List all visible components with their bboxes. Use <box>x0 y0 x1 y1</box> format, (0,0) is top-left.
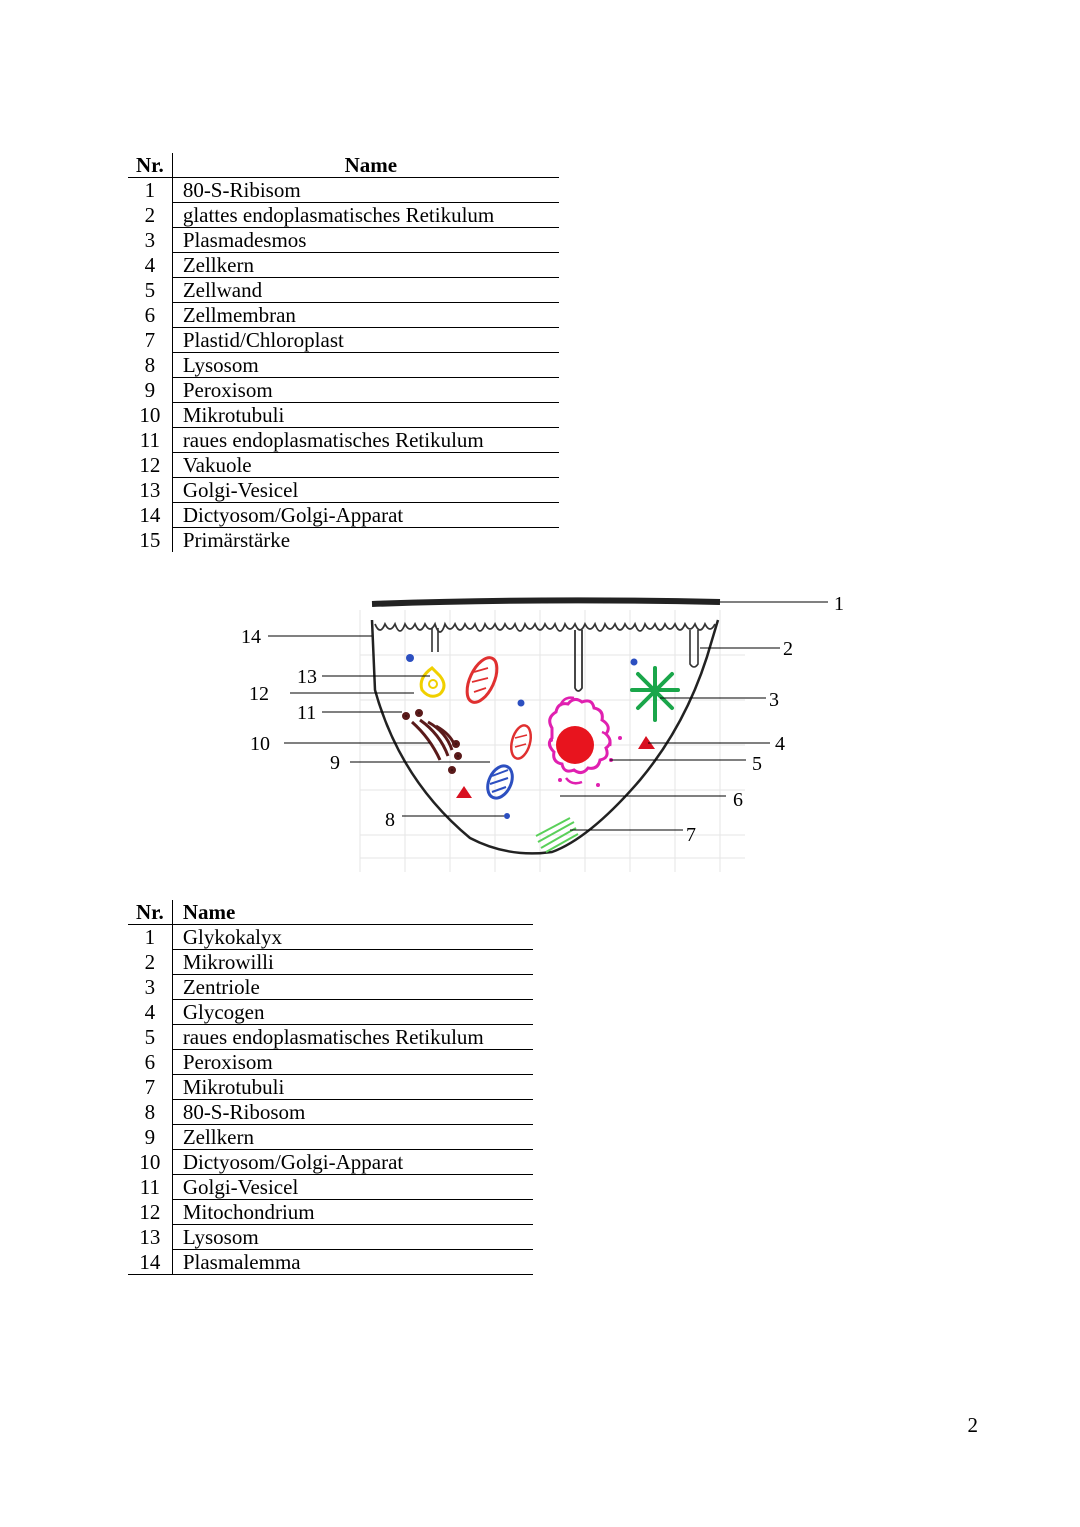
row-name: Peroxisom <box>172 1050 533 1075</box>
row-name: Glykokalyx <box>172 925 533 950</box>
row-name: Zellkern <box>172 253 559 278</box>
row-name: Mikrotubuli <box>172 403 559 428</box>
peroxisome-dot-1 <box>406 654 414 662</box>
row-number: 1 <box>128 925 172 950</box>
row-number: 13 <box>128 1225 172 1250</box>
row-number: 14 <box>128 503 172 528</box>
table-row <box>128 1175 533 1200</box>
row-number: 6 <box>128 303 172 328</box>
centriole-drawing <box>632 668 678 720</box>
table-row <box>128 1100 533 1125</box>
table-row <box>128 1050 533 1075</box>
label-6: 6 <box>733 789 743 811</box>
row-name: 80-S-Ribosom <box>172 1100 533 1125</box>
row-number: 6 <box>128 1050 172 1075</box>
header-nr: Nr. <box>128 900 172 925</box>
label-3: 3 <box>769 689 779 711</box>
table-row <box>128 1200 533 1225</box>
row-name: Mikrotubuli <box>172 1075 533 1100</box>
table-row <box>128 925 533 950</box>
row-name: Zentriole <box>172 975 533 1000</box>
row-number: 10 <box>128 403 172 428</box>
row-number: 12 <box>128 453 172 478</box>
table-row <box>128 1150 533 1175</box>
row-number: 10 <box>128 1150 172 1175</box>
leader-lines <box>268 602 828 830</box>
row-number: 4 <box>128 253 172 278</box>
glycocalyx-bar <box>372 600 720 604</box>
row-number: 1 <box>128 178 172 203</box>
row-name: glattes endoplasmatisches Retikulum <box>172 203 559 228</box>
row-name: Lysosom <box>172 1225 533 1250</box>
row-number: 8 <box>128 1100 172 1125</box>
microvilli-long-3 <box>690 630 698 667</box>
row-name: Zellkern <box>172 1125 533 1150</box>
row-name: Vakuole <box>172 453 559 478</box>
label-12: 12 <box>249 683 269 705</box>
label-4: 4 <box>775 733 785 755</box>
label-9: 9 <box>330 752 340 774</box>
row-number: 12 <box>128 1200 172 1225</box>
row-number: 2 <box>128 203 172 228</box>
row-number: 3 <box>128 228 172 253</box>
row-number: 11 <box>128 1175 172 1200</box>
label-8: 8 <box>385 809 395 831</box>
row-name: Mikrowilli <box>172 950 533 975</box>
table-row <box>128 1025 533 1050</box>
row-number: 9 <box>128 1125 172 1150</box>
row-name: Dictyosom/Golgi-Apparat <box>172 1150 533 1175</box>
row-name: Plasmadesmos <box>172 228 559 253</box>
row-name: raues endoplasmatisches Retikulum <box>172 1025 533 1050</box>
row-name: Golgi-Vesicel <box>172 478 559 503</box>
animal-cell-legend-table <box>128 900 533 1275</box>
row-name: raues endoplasmatisches Retikulum <box>172 428 559 453</box>
row-number: 7 <box>128 1075 172 1100</box>
label-14: 14 <box>241 626 261 648</box>
ribosome-dot <box>504 813 510 819</box>
label-1: 1 <box>834 593 844 615</box>
row-name: Dictyosom/Golgi-Apparat <box>172 503 559 528</box>
table-row <box>128 1075 533 1100</box>
table-header-row <box>128 900 533 925</box>
table-row <box>128 1225 533 1250</box>
row-name: Zellwand <box>172 278 559 303</box>
row-number: 9 <box>128 378 172 403</box>
table-row <box>128 1250 533 1275</box>
table-row <box>128 950 533 975</box>
row-number: 15 <box>128 528 172 553</box>
microvilli-long-2 <box>575 630 582 691</box>
table-row <box>128 1125 533 1150</box>
row-name: Glycogen <box>172 1000 533 1025</box>
table-body <box>128 925 533 1275</box>
row-name: Golgi-Vesicel <box>172 1175 533 1200</box>
row-name: Plastid/Chloroplast <box>172 328 559 353</box>
row-name: 80-S-Ribisom <box>172 178 559 203</box>
row-number: 11 <box>128 428 172 453</box>
microvilli <box>375 624 715 632</box>
mitochondrion-lower <box>508 723 534 761</box>
peroxisome-dot-2 <box>518 700 525 707</box>
golgi-vesicle-drawing <box>421 668 444 696</box>
mitochondrion-upper <box>461 653 503 707</box>
table-row <box>128 1000 533 1025</box>
row-name: Mitochondrium <box>172 1200 533 1225</box>
row-name: Lysosom <box>172 353 559 378</box>
row-number: 5 <box>128 278 172 303</box>
label-13: 13 <box>297 666 317 688</box>
row-number: 2 <box>128 950 172 975</box>
row-number: 3 <box>128 975 172 1000</box>
header-name: Name <box>172 900 533 925</box>
microvilli-long-1 <box>432 628 438 652</box>
row-name: Primärstärke <box>182 528 291 552</box>
row-name: Plasmalemma <box>172 1250 533 1275</box>
peroxisome-striped <box>483 762 517 802</box>
header-nr: Nr. <box>128 153 172 178</box>
dictyosome-drawing <box>404 711 461 773</box>
row-name: Peroxisom <box>172 378 559 403</box>
label-2: 2 <box>783 638 793 660</box>
row-number: 13 <box>128 478 172 503</box>
row-number: 5 <box>128 1025 172 1050</box>
row-number: 4 <box>128 1000 172 1025</box>
row-number: 7 <box>128 328 172 353</box>
label-10: 10 <box>250 733 270 755</box>
row-name: Zellmembran <box>172 303 559 328</box>
header-name: Name <box>172 153 559 178</box>
peroxisome-dot-3 <box>631 659 638 666</box>
row-number: 8 <box>128 353 172 378</box>
label-7: 7 <box>686 824 696 846</box>
label-5: 5 <box>752 753 762 775</box>
page-number: 2 <box>967 1413 978 1437</box>
row-number: 14 <box>128 1250 172 1275</box>
label-11: 11 <box>297 702 317 724</box>
lysosome-triangle-1 <box>456 786 472 798</box>
table-row <box>128 975 533 1000</box>
